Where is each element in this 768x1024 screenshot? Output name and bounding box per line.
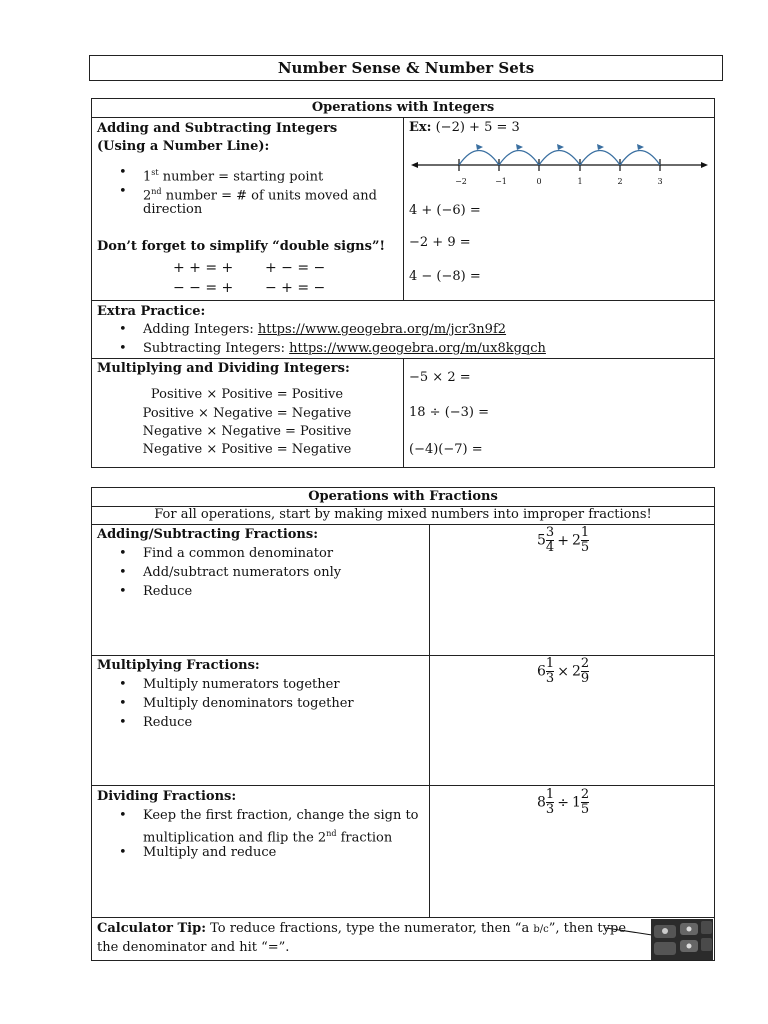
hop-arrowheads — [476, 144, 644, 150]
arrow-left-icon — [411, 162, 418, 168]
divider — [91, 655, 715, 656]
calculator-tip-cont: the denominator and hit “=”. — [97, 940, 290, 955]
list-item: Multiply and reduce — [143, 845, 277, 860]
problem: (−4)(−7) = — [409, 442, 483, 457]
example-expression: Ex: (−2) + 5 = 3 — [409, 120, 520, 135]
problem: −5 × 2 = — [409, 370, 471, 385]
subtracting-integers-link[interactable]: https://www.geogebra.org/m/ux8kgqch — [289, 341, 546, 356]
bullet-units-moved: 2nd number = # of units moved and — [143, 187, 377, 204]
calculator-pointer-line — [604, 925, 654, 939]
fractions-subheader: For all operations, start by making mixed numbers into improper fractions! — [154, 507, 652, 522]
problem: 18 ÷ (−3) = — [409, 405, 490, 420]
bullet-starting-point: 1st number = starting point — [143, 168, 324, 185]
mul-rule: Positive × Positive = Positive — [150, 387, 344, 402]
mul-rule: Negative × Positive = Negative — [142, 442, 352, 457]
list-item: Find a common denominator — [143, 546, 334, 561]
divide-example: 8 $\frac{1}{3}$ ÷ 1 $\frac{2}{5}$ — [537, 787, 590, 817]
extra-practice-heading: Extra Practice: — [97, 304, 206, 319]
divider — [91, 300, 715, 301]
mul-rule: Negative × Negative = Positive — [142, 424, 352, 439]
list-item: Multiply numerators together — [143, 677, 340, 692]
mul-div-heading: Multiplying and Dividing Integers: — [97, 361, 350, 376]
tick-label: 3 — [657, 177, 663, 186]
sign-rule: − − = + — [173, 280, 234, 296]
divider — [403, 117, 404, 300]
divider — [429, 524, 430, 917]
list-item: Reduce — [143, 715, 193, 730]
integers-header: Operations with Integers — [311, 100, 495, 115]
divider — [403, 358, 404, 468]
add-sub-subheading: (Using a Number Line): — [97, 139, 270, 154]
problem: 4 + (−6) = — [409, 203, 481, 218]
mul-rule: Positive × Negative = Negative — [142, 406, 352, 421]
divide-fractions-heading: Dividing Fractions: — [97, 789, 237, 804]
list-item: Add/subtract numerators only — [143, 565, 342, 580]
hop-arcs — [459, 151, 660, 166]
extra-practice-subtracting: Subtracting Integers: https://www.geogebra.org/m/ux8kgqch — [143, 341, 546, 356]
tick-label: 0 — [536, 177, 542, 186]
sign-rule: + + = + — [173, 260, 234, 276]
add-example: 5 $\frac{3}{4}$ + 2 $\frac{1}{5}$ — [537, 525, 590, 555]
double-signs-note: Don’t forget to simplify “double signs”! — [97, 239, 386, 254]
calculator-tip: Calculator Tip: To reduce fractions, type the numerator, then “a b/c”, then type — [97, 921, 627, 936]
tick-label: 1 — [577, 177, 583, 186]
fractions-header: Operations with Fractions — [308, 489, 498, 504]
arrow-right-icon — [701, 162, 708, 168]
multiply-example: 6 $\frac{1}{3}$ × 2 $\frac{2}{9}$ — [537, 656, 590, 686]
add-sub-fractions-heading: Adding/Subtracting Fractions: — [97, 527, 318, 542]
problem: −2 + 9 = — [409, 235, 471, 250]
add-sub-heading: Adding and Subtracting Integers — [97, 121, 338, 136]
divider — [91, 785, 715, 786]
divider — [91, 917, 715, 918]
calculator-keys-icon — [651, 919, 713, 960]
extra-practice-adding: Adding Integers: https://www.geogebra.org/m/jcr3n9f2 — [143, 322, 507, 337]
sign-rule: + − = − — [265, 260, 326, 276]
list-item-cont: multiplication and flip the 2nd fraction — [143, 829, 393, 846]
adding-integers-link[interactable]: https://www.geogebra.org/m/jcr3n9f2 — [257, 322, 507, 337]
list-item: Multiply denominators together — [143, 696, 354, 711]
list-item: Keep the first fraction, change the sign to — [143, 808, 419, 823]
multiply-fractions-heading: Multiplying Fractions: — [97, 658, 260, 673]
tick-label: 2 — [617, 177, 623, 186]
divider — [91, 524, 715, 525]
page-title: Number Sense & Number Sets — [277, 59, 535, 77]
number-line — [409, 138, 709, 190]
tick-label: −2 — [455, 177, 467, 186]
list-item: Reduce — [143, 584, 193, 599]
problem: 4 − (−8) = — [409, 269, 481, 284]
bullet-units-moved-cont: direction — [143, 202, 203, 217]
tick-label: −1 — [495, 177, 507, 186]
sign-rule: − + = − — [265, 280, 326, 296]
